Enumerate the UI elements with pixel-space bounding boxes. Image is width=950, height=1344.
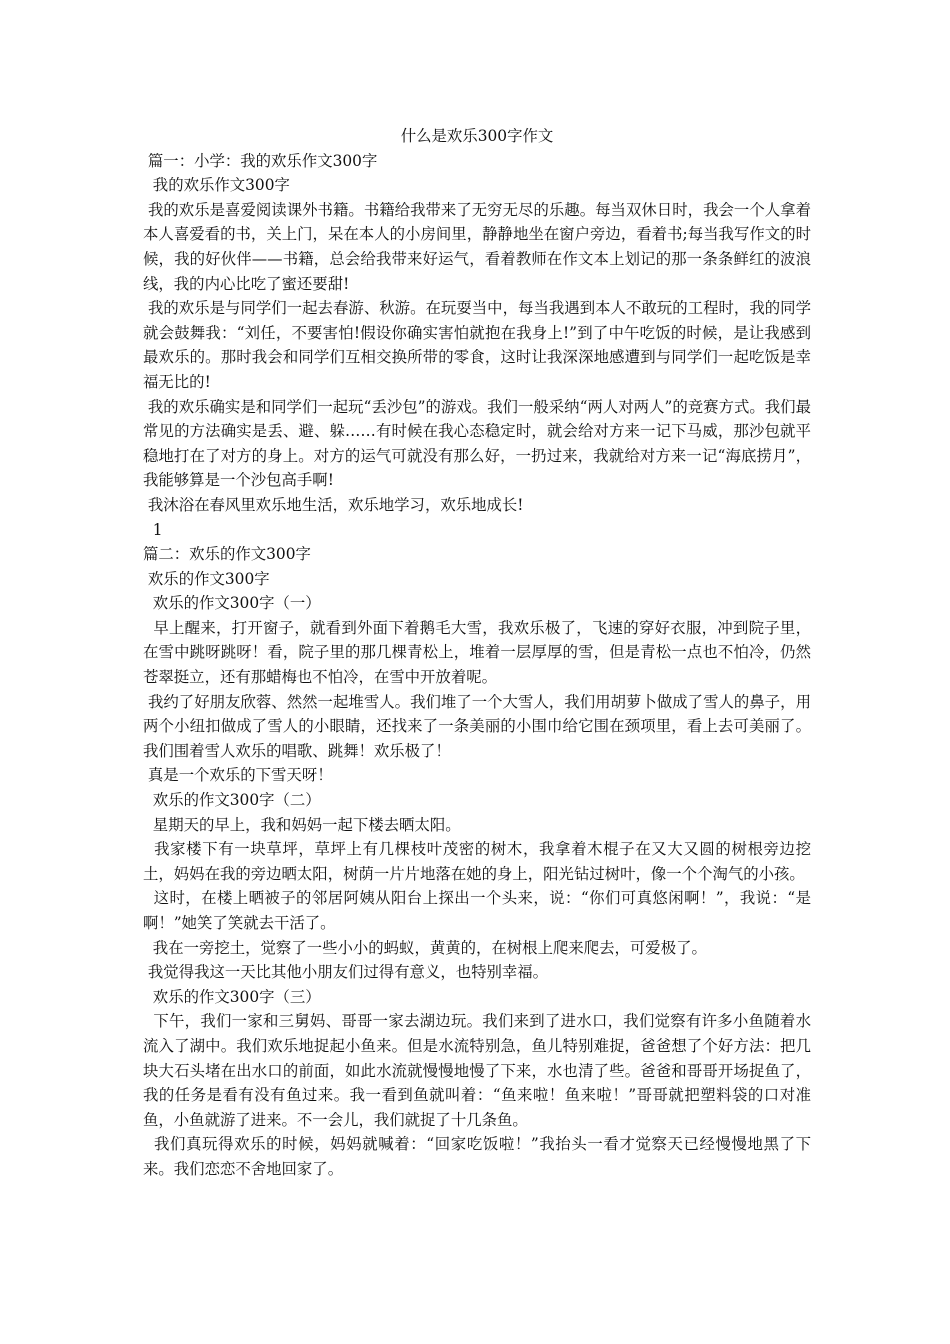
paragraph: 我觉得我这一天比其他小朋友们过得有意义，也特别幸福。 [143,963,549,982]
paragraph: 我家楼下有一块草坪，草坪上有几棵枝叶茂密的树木，我拿着木棍子在又大又圆的树根旁边挖土，妈妈在我的旁边晒太阳，树荫一片片地落在她的身上，阳光钻过树叶，像一个个淘气的小孩。 [143,840,811,883]
paragraph: 欢乐的作文300字 [143,569,270,588]
paragraph: 我在一旁挖土，觉察了一些小小的蚂蚁，黄黄的，在树根上爬来爬去，可爱极了。 [143,938,707,957]
paragraph: 星期天的早上，我和妈妈一起下楼去晒太阳。 [143,815,461,834]
paragraph: 欢乐的作文300字（一） [143,594,321,613]
paragraph: 下午，我们一家和三舅妈、哥哥一家去湖边玩。我们来到了进水口，我们觉察有许多小鱼随着水流入了湖中。我们欢乐地捉起小鱼来。但是水流特别急，鱼儿特别难捉，爸爸想了个好方法：把几块大石头堵在出水口的前面，如此水流就慢慢地慢了下来，水也清了些。爸爸和哥哥开场捉鱼了，我的任务是看有没有鱼过来。我一看到鱼就叫着：“鱼来啦！鱼来啦！”哥哥就把塑料袋的口对准鱼，小鱼就游了进来。不一会儿，我们就捉了十几条鱼。 [143,1012,811,1129]
paragraph: 我约了好朋友欣蓉、然然一起堆雪人。我们堆了一个大雪人，我们用胡萝卜做成了雪人的鼻子，用两个小纽扣做成了雪人的小眼睛，还找来了一条美丽的小围巾给它围在颈项里，看上去可美丽了。我们围着雪人欢乐的唱歌、跳舞！欢乐极了！ [143,692,811,760]
paragraph: 这时，在楼上晒被子的邻居阿姨从阳台上探出一个头来，说：“你们可真悠闲啊！”，我说：“是啊！”她笑了笑就去干活了。 [143,889,811,932]
page-number: 1 [143,520,163,539]
document-title: 什么是欢乐300字作文 [400,127,554,145]
paragraph: 篇二：欢乐的作文300字 [143,545,311,564]
paragraph: 欢乐的作文300字（二） [143,791,321,810]
document-page [143,124,811,1182]
paragraph: 篇一：小学：我的欢乐作文300字 [143,151,378,170]
paragraph: 我们真玩得欢乐的时候，妈妈就喊着：“回家吃饭啦！”我抬头一看才觉察天已经慢慢地黑了下来。我们恋恋不舍地回家了。 [143,1135,811,1178]
paragraph: 我的欢乐作文300字 [143,176,290,195]
paragraph: 我的欢乐是喜爱阅读课外书籍。书籍给我带来了无穷无尽的乐趣。每当双休日时，我会一个人拿着本人喜爱看的书，关上门，呆在本人的小房间里，静静地坐在窗户旁边，看着书;每当我写作文的时候，我的好伙伴——书籍，总会给我带来好运气，看着教师在作文本上划记的那一条条鲜红的波浪线，我的内心比吃了蜜还要甜! [143,200,811,293]
paragraph: 真是一个欢乐的下雪天呀！ [143,766,333,785]
paragraph: 我沐浴在春风里欢乐地生活，欢乐地学习，欢乐地成长! [143,495,524,514]
paragraph: 我的欢乐是与同学们一起去春游、秋游。在玩耍当中，每当我遇到本人不敢玩的工程时，我的同学就会鼓舞我：“刘任，不要害怕!假设你确实害怕就抱在我身上!”到了中午吃饭的时候，是让我感到最欢乐的。那时我会和同学们互相交换所带的零食，这时让我深深地感遭到与同学们一起吃饭是幸福无比的! [143,299,811,391]
paragraph: 早上醒来，打开窗子，就看到外面下着鹅毛大雪，我欢乐极了，飞速的穿好衣服，冲到院子里，在雪中跳呀跳呀！看，院子里的那几棵青松上，堆着一层厚厚的雪，但是青松一点也不怕冷，仍然苍翠挺立，还有那蜡梅也不怕冷，在雪中开放着呢。 [143,618,811,687]
paragraph: 我的欢乐确实是和同学们一起玩“丢沙包”的游戏。我们一般采纳“两人对两人”的竞赛方式。我们最常见的方法确实是丢、避、躲……有时候在我心态稳定时，就会给对方来一记下马威，那沙包就平稳地打在了对方的身上。对方的运气可就没有那么好，一扔过来，我就给对方来一记“海底捞月”，我能够算是一个沙包高手啊! [143,397,811,490]
paragraph: 欢乐的作文300字（三） [143,987,321,1006]
